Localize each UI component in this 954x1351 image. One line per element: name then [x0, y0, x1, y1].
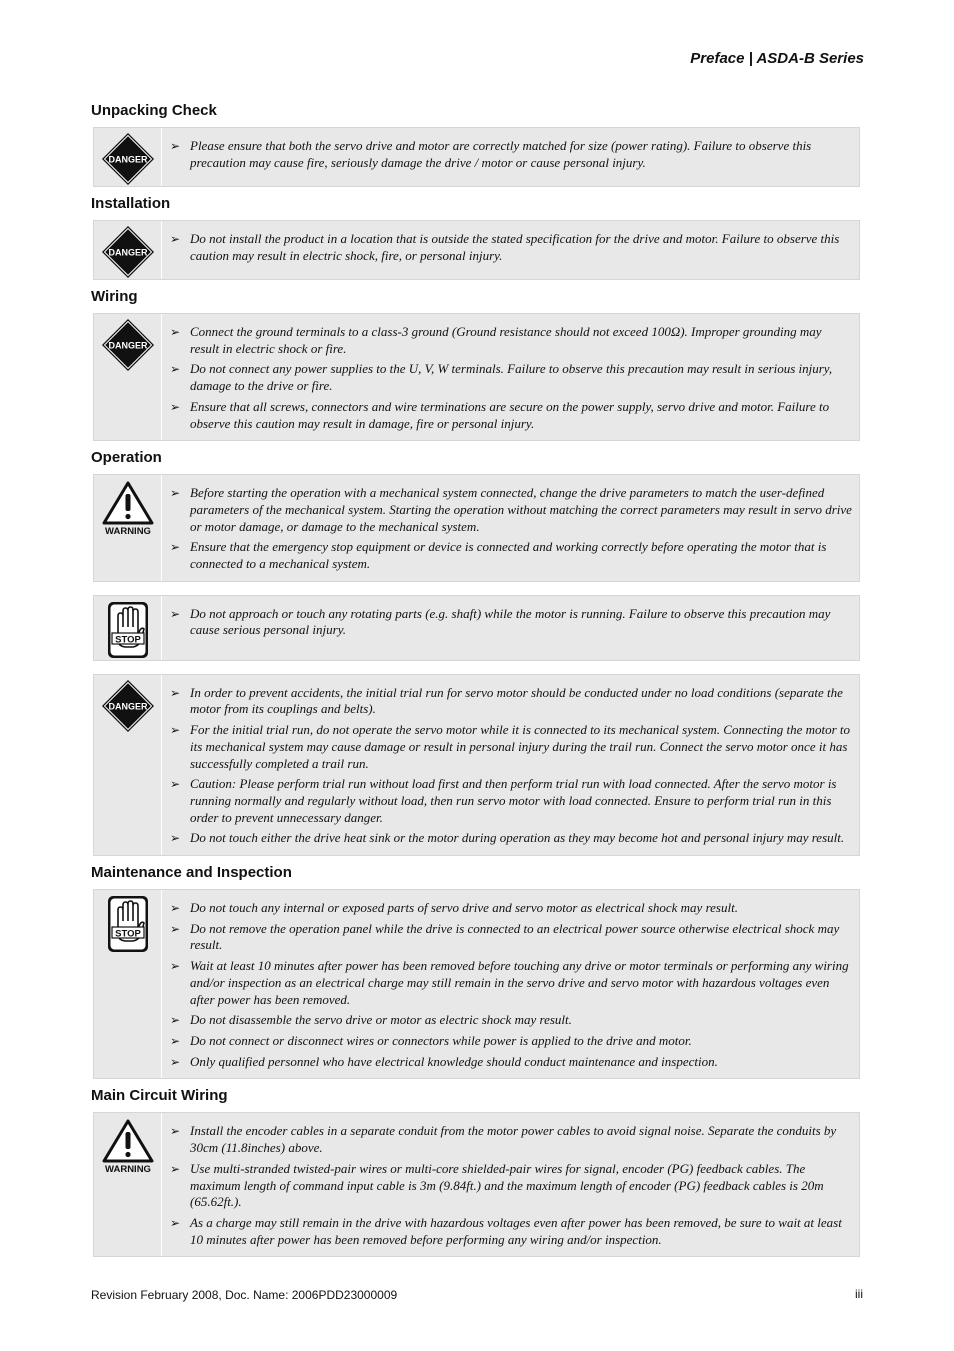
list-item-text: Please ensure that both the servo drive and motor are correctly matched for size (power rating). Failure to observe this precaution may cause fire, seriously damage the drive / motor or cause personal injury.: [190, 138, 812, 170]
svg-text:STOP: STOP: [114, 634, 141, 646]
list-item: [170, 1215, 853, 1248]
list-item: [170, 539, 853, 572]
list-item: [170, 830, 853, 847]
notice-text: [162, 1113, 859, 1256]
list-item-text: Only qualified personnel who have electrical knowledge should conduct maintenance and inspection.: [190, 1053, 718, 1069]
list-item-text: Wait at least 10 minutes after power has been removed before touching any drive or motor terminals or performing any wiring and/or inspection as an electrical charge may still remain in the servo drive and servo motor with hazardous voltages even after power has been removed.: [190, 958, 849, 1007]
list-item: [170, 399, 853, 432]
bullet-arrow-icon: ➢: [170, 901, 181, 916]
danger-icon: [94, 675, 162, 855]
section-heading: Operation: [91, 449, 162, 467]
stop-icon: [94, 890, 162, 1078]
bullet-arrow-icon: ➢: [170, 723, 181, 738]
list-item-text: As a charge may still remain in the drive with hazardous voltages even after power has been removed, be sure to wait at least 10 minutes after power has been removed before performing any wiring and/or inspection.: [190, 1214, 842, 1247]
danger-notice-box: [93, 313, 860, 441]
list-item: [170, 921, 853, 954]
list-item: [170, 1012, 853, 1029]
bullet-arrow-icon: ➢: [170, 399, 181, 414]
danger-notice-box: [93, 674, 860, 856]
warning-icon: [94, 1113, 162, 1256]
bullet-arrow-icon: ➢: [170, 362, 181, 377]
danger-icon: [94, 128, 162, 186]
list-item-text: For the initial trial run, do not operate the servo motor while it is connected to its mechanical system. Connecting the motor to its mechanical system may cause damage or result in personal injury during the trail run. Connect the servo motor once it has successfully completed a trail run.: [190, 722, 851, 771]
bullet-arrow-icon: ➢: [170, 1054, 181, 1069]
section-heading: Unpacking Check: [91, 102, 217, 119]
danger-icon: [94, 221, 162, 279]
safety-content: [91, 100, 860, 1257]
notice-text: [162, 675, 859, 855]
list-item-text: Before starting the operation with a mechanical system connected, change the drive parameters to match the user-defined parameters of the mechanical system. Starting the operation without matching the correct parameters may result in servo drive or motor damage, or damage to the mechanical system.: [190, 485, 852, 534]
svg-text:STOP: STOP: [114, 928, 141, 940]
list-item: [170, 958, 853, 1008]
list-item-text: In order to prevent accidents, the initial trial run for servo motor should be conducted under no load conditions (separate the motor from its couplings and belts).: [190, 684, 843, 717]
list-item-text: Do not approach or touch any rotating parts (e.g. shaft) while the motor is running. Failure to observe this precaution may cause serious personal injury.: [190, 605, 831, 638]
list-item: [170, 900, 853, 917]
footer-revision: Revision February 2008, Doc. Name: 2006PDD23000009: [91, 1288, 398, 1302]
footer-page-number: iii: [855, 1287, 863, 1301]
stop-icon: [94, 596, 162, 660]
svg-text:DANGER: DANGER: [107, 154, 148, 165]
list-item-text: Do not touch either the drive heat sink or the motor during operation as they may become hot and personal injury may result.: [190, 830, 845, 846]
stop-notice-box: [93, 889, 860, 1079]
svg-text:DANGER: DANGER: [107, 247, 148, 258]
list-item-text: Use multi-stranded twisted-pair wires or multi-core shielded-pair wires for signal, encoder (PG) feedback cables. The maximum length of command input cable is 3m (9.84ft.) and the maximum length of encoder (PG) feedback cables is 20m (65.62ft.).: [190, 1160, 824, 1210]
list-item-text: Caution: Please perform trial run without load first and then perform trial run with load connected. After the servo motor is running normally and regularly without load, then run servo motor with load connected. Ensure to perform trial run in this order to prevent unnecessary danger.: [190, 776, 837, 825]
bullet-arrow-icon: ➢: [170, 139, 181, 153]
list-item-text: Do not disassemble the servo drive or motor as electric shock may result.: [190, 1012, 572, 1028]
list-item: [170, 138, 853, 171]
notice-text: [162, 475, 859, 581]
stop-notice-box: [93, 595, 860, 661]
list-item: [170, 324, 853, 357]
list-item: [170, 685, 853, 718]
list-item-text: Do not connect any power supplies to the U, V, W terminals. Failure to observe this precaution may result in serious injury, damage to the drive or fire.: [190, 361, 833, 394]
danger-notice-box: [93, 127, 860, 187]
list-item-text: Do not touch any internal or exposed parts of servo drive and servo motor as electrical shock may result.: [190, 900, 738, 916]
notice-text: [162, 596, 859, 660]
notice-text: [162, 221, 859, 279]
bullet-arrow-icon: ➢: [170, 921, 181, 936]
notice-text: [162, 890, 859, 1078]
notice-text: [162, 128, 859, 186]
list-item: [170, 1033, 853, 1050]
section-heading: Main Circuit Wiring: [91, 1087, 228, 1105]
list-item-text: Do not connect or disconnect wires or connectors while power is applied to the drive and motor.: [190, 1032, 692, 1048]
bullet-arrow-icon: ➢: [170, 540, 181, 555]
danger-notice-box: [93, 220, 860, 280]
list-item: [170, 606, 853, 639]
list-item: [170, 776, 853, 826]
section-heading: Wiring: [91, 288, 138, 305]
bullet-arrow-icon: ➢: [170, 1215, 181, 1230]
list-item: [170, 231, 853, 264]
list-item: [170, 722, 853, 772]
list-item: [170, 485, 853, 535]
section-heading: Maintenance and Inspection: [91, 864, 292, 882]
bullet-arrow-icon: ➢: [170, 831, 181, 846]
warning-notice-box: [93, 1112, 860, 1257]
warning-icon: [94, 475, 162, 581]
svg-text:WARNING: WARNING: [104, 1164, 151, 1176]
bullet-arrow-icon: ➢: [170, 325, 181, 339]
section-heading: Installation: [91, 195, 171, 212]
list-item: [170, 1054, 853, 1071]
list-item: [170, 361, 853, 394]
notice-text: [162, 314, 859, 440]
list-item-text: Install the encoder cables in a separate conduit from the motor power cables to avoid signal noise. Separate the conduits by 30cm (11.8inches) above.: [190, 1123, 837, 1156]
list-item-text: Do not remove the operation panel while the drive is connected to an electrical power source otherwise electrical shock may result.: [190, 920, 840, 953]
list-item-text: Do not install the product in a location that is outside the stated specification for the drive and motor. Failure to observe this caution may result in electric shock, fire, or personal injury.: [190, 231, 840, 263]
bullet-arrow-icon: ➢: [170, 486, 181, 501]
bullet-arrow-icon: ➢: [170, 685, 181, 700]
list-item-text: Connect the ground terminals to a class-3 ground (Ground resistance should not exceed 100Ω). Improper grounding may result in electric shock or fire.: [190, 324, 822, 356]
bullet-arrow-icon: ➢: [170, 606, 181, 621]
bullet-arrow-icon: ➢: [170, 777, 181, 792]
warning-notice-box: [93, 474, 860, 582]
page-header: Preface | ASDA-B Series: [690, 50, 864, 67]
list-item: [170, 1161, 853, 1211]
svg-text:WARNING: WARNING: [104, 526, 151, 538]
list-item: [170, 1123, 853, 1156]
danger-icon: [94, 314, 162, 440]
bullet-arrow-icon: ➢: [170, 1033, 181, 1048]
bullet-arrow-icon: ➢: [170, 959, 181, 974]
list-item-text: Ensure that all screws, connectors and wire terminations are secure on the power supply, servo drive and motor. Failure to observe this caution may result in damage, fire or personal injury.: [190, 398, 830, 431]
bullet-arrow-icon: ➢: [170, 1161, 181, 1176]
bullet-arrow-icon: ➢: [170, 1013, 181, 1028]
svg-text:DANGER: DANGER: [107, 340, 148, 351]
svg-text:DANGER: DANGER: [107, 701, 148, 712]
bullet-arrow-icon: ➢: [170, 1124, 181, 1139]
bullet-arrow-icon: ➢: [170, 232, 181, 246]
list-item-text: Ensure that the emergency stop equipment or device is connected and working correctly before operating the motor that is connected to a mechanical system.: [190, 539, 827, 572]
